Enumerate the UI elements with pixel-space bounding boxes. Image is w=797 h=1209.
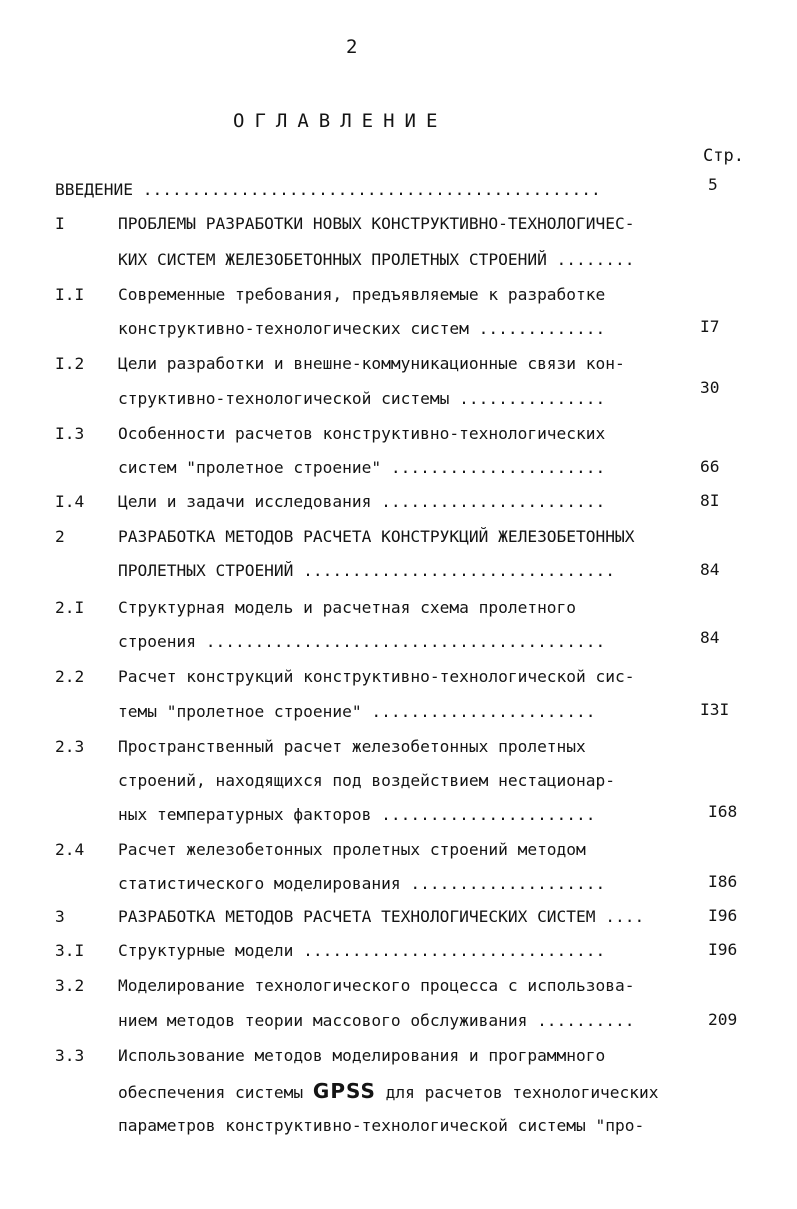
- toc-line: Особенности расчетов конструктивно-технологических: [118, 424, 606, 443]
- toc-line: Современные требования, предъявляемые к разработке: [118, 285, 606, 304]
- toc-number: 3.3: [55, 1046, 85, 1065]
- toc-line: Структурная модель и расчетная схема пролетного: [118, 598, 577, 617]
- toc-title: ОГЛАВЛЕНИЕ: [233, 110, 448, 132]
- toc-page: I86: [708, 872, 738, 891]
- toc-line: ПРОЛЕТНЫХ СТРОЕНИЙ ................................: [118, 561, 616, 580]
- page-column-label: Стр.: [703, 146, 744, 166]
- toc-line: ных температурных факторов ......................: [118, 805, 596, 824]
- toc-page: 30: [700, 378, 720, 397]
- toc-line: ВВЕДЕНИЕ ...............................................: [55, 180, 601, 199]
- toc-line: Структурные модели ...............................: [118, 941, 606, 960]
- toc-line: строений, находящихся под воздействием нестационар-: [118, 771, 616, 790]
- toc-number: I.2: [55, 354, 85, 373]
- toc-line: Моделирование технологического процесса с использова-: [118, 976, 635, 995]
- toc-page: 8I: [700, 491, 720, 510]
- toc-page: 209: [708, 1010, 738, 1029]
- toc-number: 2.2: [55, 667, 85, 686]
- toc-page: I96: [708, 906, 738, 925]
- page-number: 2: [346, 36, 358, 58]
- toc-line: ПРОБЛЕМЫ РАЗРАБОТКИ НОВЫХ КОНСТРУКТИВНО-ТЕХНОЛОГИЧЕС-: [118, 214, 635, 233]
- toc-page: I7: [700, 317, 720, 336]
- toc-line: Расчет железобетонных пролетных строений методом: [118, 840, 586, 859]
- toc-line: конструктивно-технологических систем .............: [118, 319, 606, 338]
- toc-number: 2: [55, 527, 65, 546]
- toc-line: строения .........................................: [118, 632, 606, 651]
- toc-line: Использование методов моделирования и программного: [118, 1046, 606, 1065]
- toc-page: 5: [708, 175, 718, 194]
- toc-text: для расчетов технологических: [385, 1083, 659, 1102]
- toc-page: 66: [700, 457, 720, 476]
- toc-number: I: [55, 214, 65, 233]
- toc-line: структивно-технологической системы ...............: [118, 389, 606, 408]
- toc-line: Расчет конструкций конструктивно-технологической сис-: [118, 667, 635, 686]
- toc-line: Цели и задачи исследования .......................: [118, 492, 606, 511]
- toc-line: параметров конструктивно-технологической системы "про-: [118, 1116, 645, 1135]
- toc-page: 84: [700, 560, 720, 579]
- toc-number: I.I: [55, 285, 85, 304]
- toc-number: 3.I: [55, 941, 85, 960]
- toc-text: обеспечения системы: [118, 1083, 304, 1102]
- toc-number: 3: [55, 907, 65, 926]
- gpss-label: GPSS: [312, 1079, 376, 1103]
- toc-page: I3I: [700, 700, 730, 719]
- toc-line: Цели разработки и внешне-коммуникационные связи кон-: [118, 354, 625, 373]
- toc-number: 2.I: [55, 598, 85, 617]
- toc-line: РАЗРАБОТКА МЕТОДОВ РАСЧЕТА КОНСТРУКЦИЙ ЖЕЛЕЗОБЕТОННЫХ: [118, 527, 635, 546]
- toc-line: темы "пролетное строение" .......................: [118, 702, 596, 721]
- toc-line: КИХ СИСТЕМ ЖЕЛЕЗОБЕТОННЫХ ПРОЛЕТНЫХ СТРОЕНИЙ ........: [118, 250, 635, 269]
- toc-line: РАЗРАБОТКА МЕТОДОВ РАСЧЕТА ТЕХНОЛОГИЧЕСКИХ СИСТЕМ ....: [118, 907, 645, 926]
- toc-page: 84: [700, 628, 720, 647]
- toc-number: I.4: [55, 492, 85, 511]
- toc-line: нием методов теории массового обслуживания ..........: [118, 1011, 635, 1030]
- toc-number: I.3: [55, 424, 85, 443]
- toc-number: 2.3: [55, 737, 85, 756]
- toc-line: Пространственный расчет железобетонных пролетных: [118, 737, 586, 756]
- toc-page: I96: [708, 940, 738, 959]
- toc-number: 2.4: [55, 840, 85, 859]
- toc-line: [118, 1081, 659, 1103]
- toc-page: I68: [708, 802, 738, 821]
- toc-line: систем "пролетное строение" ......................: [118, 458, 606, 477]
- toc-line: статистического моделирования ....................: [118, 874, 606, 893]
- toc-number: 3.2: [55, 976, 85, 995]
